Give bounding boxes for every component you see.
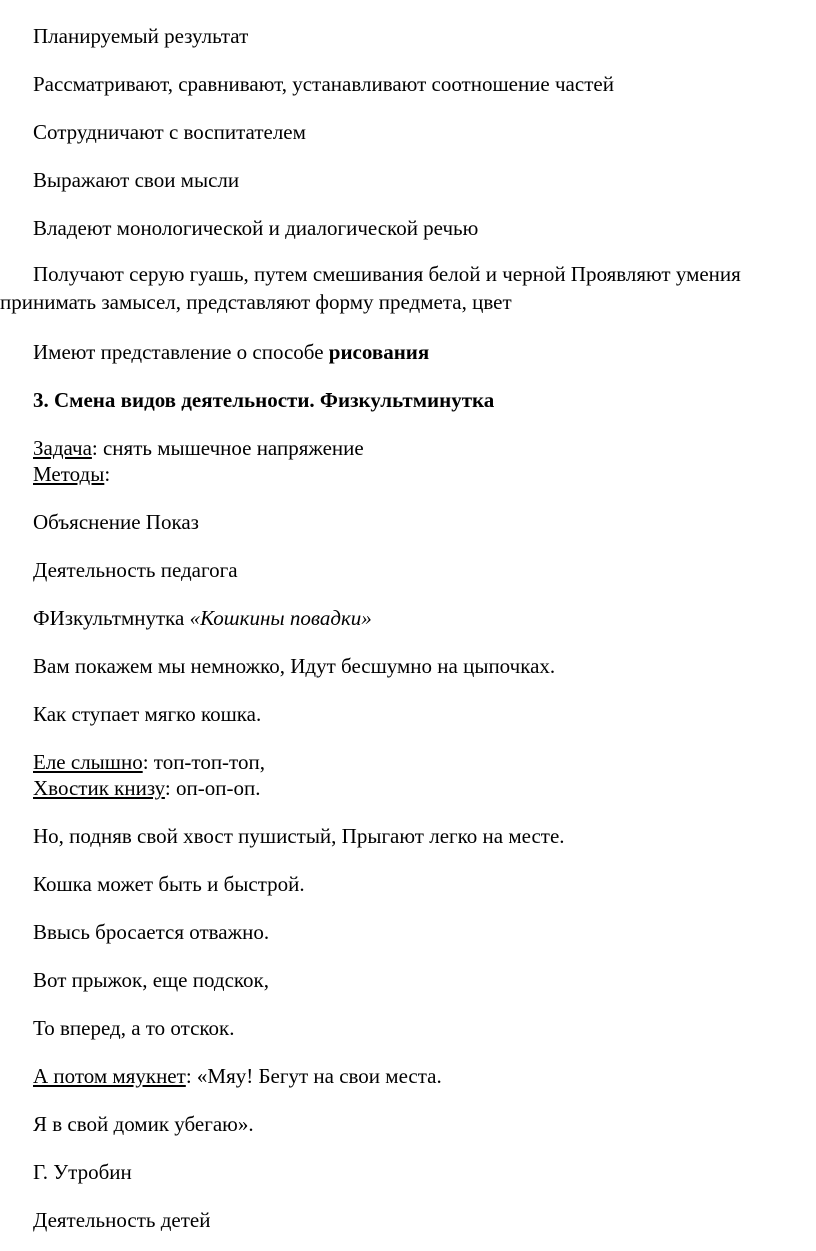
poem-line-3-text: : топ-топ-топ, — [142, 750, 265, 774]
teacher-activity-heading: Деятельность педагога — [33, 558, 238, 582]
poem-line-4-label: Хвостик книзу — [33, 776, 165, 800]
methods-list-line: Объяснение Показ — [33, 510, 199, 534]
poem-line-8: Вот прыжок, еще подскок, — [33, 968, 269, 992]
methods-line — [33, 462, 110, 486]
poem-line-4-text: : оп-оп-оп. — [164, 776, 261, 800]
methods-label: Методы — [33, 462, 105, 486]
children-activity-heading: Деятельность детей — [33, 1208, 211, 1232]
fizminutka-line — [33, 606, 372, 630]
idea-bold-word: рисования — [328, 340, 430, 364]
result-line-express: Выражают свои мысли — [33, 168, 240, 192]
planned-result-heading: Планируемый результат — [33, 24, 249, 48]
poem-line-9: То вперед, а то отскок. — [33, 1016, 235, 1040]
result-line-compare: Рассматривают, сравнивают, устанавливают соотношение частей — [33, 72, 614, 96]
task-line — [33, 436, 364, 460]
poem-line-6: Кошка может быть и быстрой. — [33, 872, 305, 896]
result-line-speech: Владеют монологической и диалогической речью — [33, 216, 479, 240]
result-line-cooperate: Сотрудничают с воспитателем — [33, 120, 306, 144]
poem-line-2: Как ступает мягко кошка. — [33, 702, 262, 726]
poem-line-3 — [33, 750, 265, 774]
poem-line-10-label: А потом мяукнет — [33, 1064, 186, 1088]
poem-line-11: Я в свой домик убегаю». — [33, 1112, 254, 1136]
poem-line-10-text: : «Мяу! Бегут на свои места. — [185, 1064, 442, 1088]
task-text: : снять мышечное напряжение — [91, 436, 364, 460]
fizminutka-label: ФИзкультмнутка — [33, 606, 190, 630]
poem-author: Г. Утробин — [33, 1160, 132, 1184]
poem-line-1: Вам покажем мы немножко, Идут бесшумно на цыпочках. — [33, 654, 556, 678]
poem-line-4 — [33, 776, 260, 800]
poem-line-7: Ввысь бросается отважно. — [33, 920, 270, 944]
result-paragraph-gouache: Получают серую гуашь, путем смешивания белой и черной Проявляют умения принимать замысел, представляют форму предмета, цвет — [0, 262, 741, 314]
poem-line-5: Но, подняв свой хвост пушистый, Прыгают легко на месте. — [33, 824, 565, 848]
idea-text: Имеют представление о способе — [33, 340, 329, 364]
section-heading: 3. Смена видов деятельности. Физкультминутка — [33, 388, 495, 412]
poem-line-3-label: Еле слышно — [33, 750, 143, 774]
fizminutka-title: «Кошкины повадки» — [189, 606, 372, 630]
task-label: Задача — [33, 436, 92, 460]
methods-text: : — [104, 462, 111, 486]
result-line-idea — [33, 340, 429, 364]
poem-line-10 — [33, 1064, 442, 1088]
